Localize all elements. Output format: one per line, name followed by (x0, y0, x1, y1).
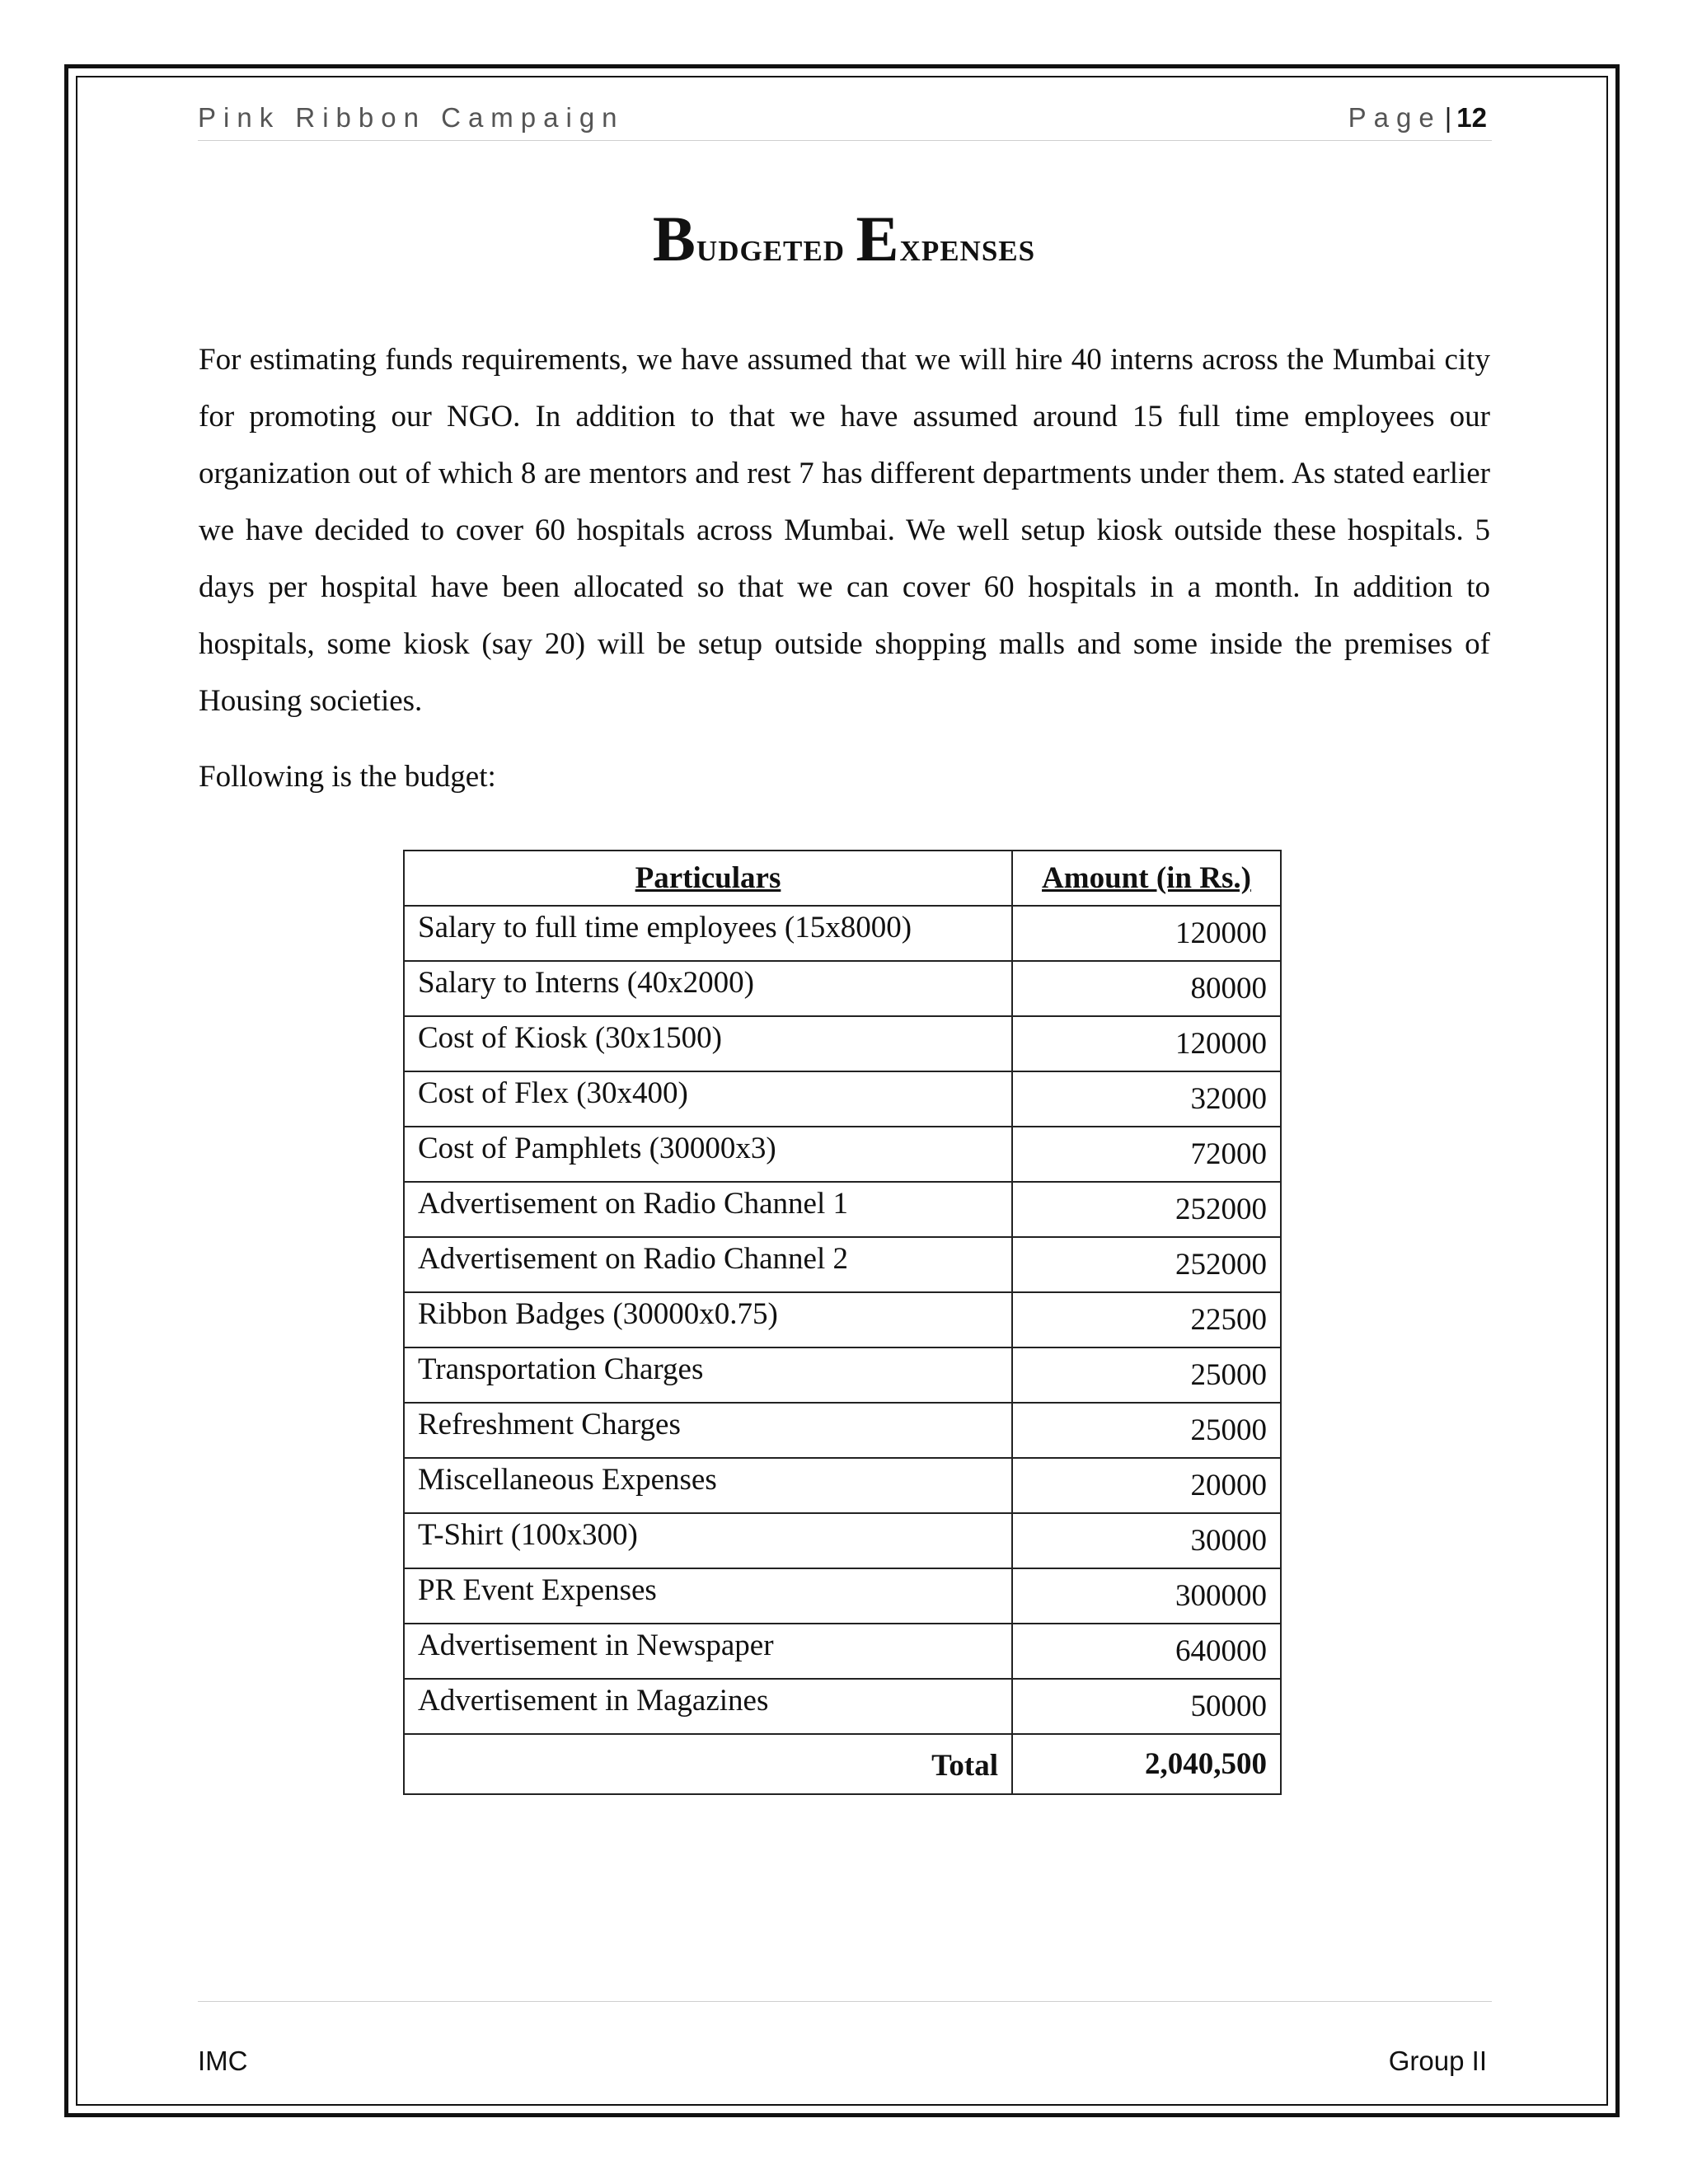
header-page-number: 12 (1456, 102, 1487, 133)
row-particular: Advertisement on Radio Channel 2 (404, 1237, 1012, 1292)
table-header-row (404, 851, 1281, 906)
table-row (404, 1237, 1281, 1292)
row-amount: 300000 (1012, 1568, 1281, 1624)
table-row (404, 1127, 1281, 1182)
budget-intro: Following is the budget: (199, 760, 496, 794)
table-row (404, 1458, 1281, 1513)
row-particular: Advertisement in Magazines (404, 1679, 1012, 1734)
table-row (404, 906, 1281, 961)
row-particular: Cost of Flex (30x400) (404, 1071, 1012, 1127)
row-amount: 640000 (1012, 1624, 1281, 1679)
total-row (404, 1734, 1281, 1794)
footer-left-text: IMC (198, 2046, 248, 2076)
table-row (404, 1347, 1281, 1403)
row-amount: 252000 (1012, 1237, 1281, 1292)
header-separator: | (1444, 102, 1452, 133)
row-amount: 72000 (1012, 1127, 1281, 1182)
row-amount: 25000 (1012, 1347, 1281, 1403)
row-particular: Advertisement in Newspaper (404, 1624, 1012, 1679)
row-particular: Transportation Charges (404, 1347, 1012, 1403)
row-particular: Advertisement on Radio Channel 1 (404, 1182, 1012, 1237)
title-rest-2: xpenses (899, 223, 1036, 269)
header-page-info (1348, 102, 1487, 134)
row-amount: 22500 (1012, 1292, 1281, 1347)
title-cap-1: B (652, 203, 696, 274)
row-amount: 252000 (1012, 1182, 1281, 1237)
table-row (404, 1016, 1281, 1071)
row-particular: Salary to full time employees (15x8000) (404, 906, 1012, 961)
row-amount: 30000 (1012, 1513, 1281, 1568)
row-amount: 20000 (1012, 1458, 1281, 1513)
footer-divider (198, 2001, 1492, 2002)
total-label: Total (404, 1734, 1012, 1794)
table-row (404, 1624, 1281, 1679)
title-cap-2: E (856, 203, 900, 274)
row-amount: 50000 (1012, 1679, 1281, 1734)
row-particular: Salary to Interns (40x2000) (404, 961, 1012, 1016)
row-particular: Miscellaneous Expenses (404, 1458, 1012, 1513)
table-row (404, 1182, 1281, 1237)
row-particular: Cost of Pamphlets (30000x3) (404, 1127, 1012, 1182)
row-particular: Ribbon Badges (30000x0.75) (404, 1292, 1012, 1347)
footer-right-text: Group II (1388, 2046, 1487, 2076)
total-value: 2,040,500 (1012, 1734, 1281, 1794)
row-particular: Refreshment Charges (404, 1403, 1012, 1458)
row-particular: Cost of Kiosk (30x1500) (404, 1016, 1012, 1071)
row-particular: T-Shirt (100x300) (404, 1513, 1012, 1568)
page-header (198, 99, 1492, 141)
page-title (0, 202, 1688, 276)
table-row (404, 1403, 1281, 1458)
row-particular: PR Event Expenses (404, 1568, 1012, 1624)
row-amount: 120000 (1012, 906, 1281, 961)
row-amount: 32000 (1012, 1071, 1281, 1127)
column-header-amount: Amount (in Rs.) (1012, 851, 1281, 906)
title-rest-1: udgeted (696, 223, 846, 269)
table-row (404, 961, 1281, 1016)
table-row (404, 1513, 1281, 1568)
header-title: Pink Ribbon Campaign (198, 102, 625, 133)
row-amount: 80000 (1012, 961, 1281, 1016)
table-row (404, 1679, 1281, 1734)
budget-table (403, 850, 1282, 1795)
table-row (404, 1568, 1281, 1624)
table-row (404, 1292, 1281, 1347)
column-header-particulars: Particulars (404, 851, 1012, 906)
row-amount: 25000 (1012, 1403, 1281, 1458)
header-page-label: Page (1348, 102, 1442, 133)
row-amount: 120000 (1012, 1016, 1281, 1071)
table-body (404, 906, 1281, 1734)
table-row (404, 1071, 1281, 1127)
body-paragraph: For estimating funds requirements, we have assumed that we will hire 40 interns across the Mumbai city for promoting our NGO. In addition to that we have assumed around 15 full time employees our organization out of which 8 are mentors and rest 7 has different departments under them. As stated earlier we have decided to cover 60 hospitals across Mumbai. We well setup kiosk outside these hospitals. 5 days per hospital have been allocated so that we can cover 60 hospitals in a month. In addition to hospitals, some kiosk (say 20) will be setup outside shopping malls and some inside the premises of Housing societies. (199, 343, 1490, 718)
